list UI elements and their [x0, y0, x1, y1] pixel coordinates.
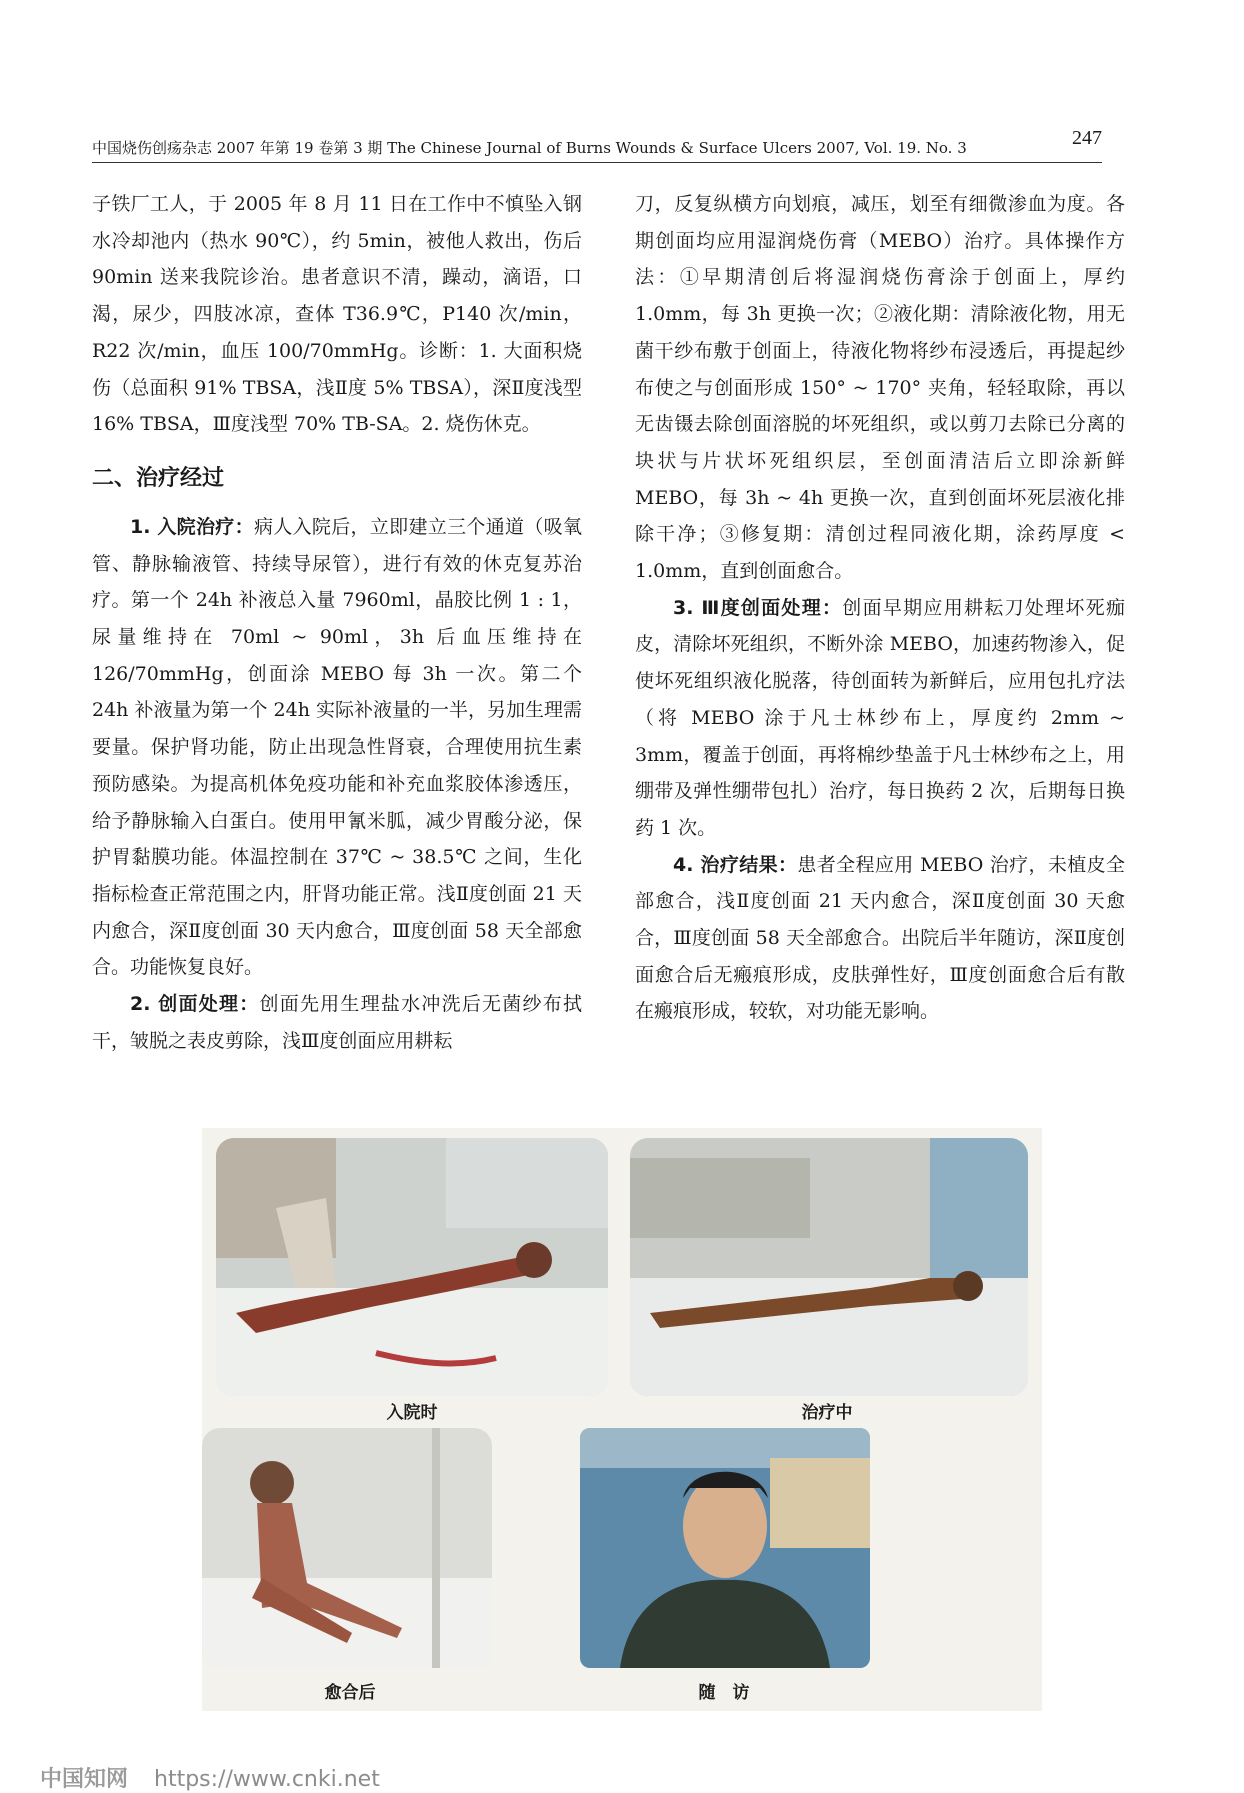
- admission-text: 病人入院后，立即建立三个通道（吸氧管、静脉输液管、持续导尿管），进行有效的休克复苏治疗。第一个 24h 补液总入量 7960ml，晶胶比例 1 : 1，尿量维持在 70ml ~ 90ml，3h 后血压维持在 126/70mmHg，创面涂 MEBO 每 3h 一次。第二个 24h 补液量为第一个 24h 实际补液量的一半，另加生理需要量。保护肾功能，防止出现急性肾衰，合理使用抗生素预防感染。为提高机体免疫功能和补充血浆胶体渗透压，给予静脉输入白蛋白。使用甲氰米胍，减少胃酸分泌，保护胃黏膜功能。体温控制在 37℃ ~ 38.5℃ 之间，生化指标检查正常范围之内，肝肾功能正常。浅Ⅱ度创面 21 天内愈合，深Ⅱ度创面 30 天内愈合，Ⅲ度创面 58 天全部愈合。功能恢复良好。: [92, 515, 582, 979]
- photo-admission: [216, 1138, 608, 1396]
- section-heading: 二、治疗经过: [92, 465, 225, 491]
- result-text: 患者全程应用 MEBO 治疗，未植皮全部愈合，浅Ⅱ度创面 21 天内愈合，深Ⅱ度创面 30 天愈合，Ⅲ度创面 58 天全部愈合。出院后半年随访，深Ⅱ度创面愈合后无瘢痕形成，皮肤弹性好，Ⅲ度创面愈合后有散在瘢痕形成，较软，对功能无影响。: [635, 853, 1126, 1023]
- photo-healed: [202, 1428, 492, 1668]
- caption-followup: 随 访: [698, 1683, 750, 1703]
- photo-figure: [202, 1128, 1042, 1711]
- running-title: 中国烧伤创疡杂志 2007 年第 19 卷第 3 期 The Chinese Journal of Burns Wounds & Surface Ulcers 2007, Vol. 19. No. 3: [92, 139, 967, 157]
- footer-brand: 中国知网: [40, 1767, 129, 1792]
- wound-label: 2. 创面处理：: [130, 993, 260, 1016]
- wound-continued-paragraph: 刀，反复纵横方向划痕，减压，划至有细微渗血为度。各期创面均应用湿润烧伤膏（MEBO）治疗。具体操作方法：①早期清创后将湿润烧伤膏涂于创面上，厚约 1.0mm，每 3h 更换一次；②液化期：清除液化物，用无菌干纱布敷于创面上，待液化物将纱布浸透后，再提起纱布使之与创面形成 150° ~ 170° 夹角，轻轻取除，再以无齿镊去除创面溶脱的坏死组织，或以剪刀去除已分离的块状与片状坏死组织层，至创面清洁后立即涂新鲜 MEBO，每 3h ~ 4h 更换一次，直到创面坏死层液化排除干净；③修复期：清创过程同液化期，涂药厚度 < 1.0mm，直到创面愈合。: [635, 193, 1125, 583]
- footer-watermark: [40, 1762, 380, 1793]
- page-number: 247: [1072, 127, 1102, 149]
- caption-treatment: 治疗中: [801, 1403, 853, 1423]
- caption-healed: 愈合后: [324, 1683, 376, 1703]
- left-column: [92, 186, 582, 1059]
- right-column: [635, 186, 1125, 1030]
- admission-label: 1. 入院治疗：: [130, 515, 254, 538]
- third-degree-paragraph: [635, 590, 1125, 847]
- photo-followup: [580, 1428, 870, 1668]
- caption-admission: 入院时: [386, 1403, 438, 1423]
- header-rule: [92, 162, 1102, 163]
- third-degree-text: 创面早期应用耕耘刀处理坏死痂皮，清除坏死组织，不断外涂 MEBO，加速药物渗入，促使坏死组织液化脱落，待创面转为新鲜后，应用包扎疗法（将 MEBO 涂于凡士林纱布上，厚度约 2mm ~ 3mm，覆盖于创面，再将棉纱垫盖于凡士林纱布之上，用绷带及弹性绷带包扎）治疗，每日换药 2 次，后期每日换药 1 次。: [635, 596, 1125, 839]
- third-degree-label: 3. Ⅲ度创面处理：: [673, 596, 843, 619]
- wound-paragraph: [92, 986, 582, 1059]
- case-paragraph: 子铁厂工人，于 2005 年 8 月 11 日在工作中不慎坠入钢水冷却池内（热水 90℃），约 5min，被他人救出，伤后 90min 送来我院诊治。患者意识不清，躁动，滴语，口渴，尿少，四肢冰凉，查体 T36.9℃，P140 次/min，R22 次/min，血压 100/70mmHg。诊断：1. 大面积烧伤（总面积 91% TBSA，浅Ⅱ度 5% TBSA），深Ⅱ度浅型 16% TBSA，Ⅲ度浅型 70% TB-SA。2. 烧伤休克。: [92, 193, 582, 436]
- result-label: 4. 治疗结果：: [673, 853, 798, 876]
- footer-url[interactable]: https://www.cnki.net: [154, 1767, 380, 1792]
- photo-healed-image: [202, 1428, 492, 1668]
- admission-paragraph: [92, 509, 582, 986]
- photo-admission-image: [216, 1138, 608, 1396]
- wound-text: 创面先用生理盐水冲洗后无菌纱布拭干，皱脱之表皮剪除，浅Ⅲ度创面应用耕耘: [92, 993, 582, 1052]
- photo-followup-image: [580, 1428, 870, 1668]
- photo-treatment-image: [630, 1138, 1028, 1396]
- photo-treatment: [630, 1138, 1028, 1396]
- running-header: [92, 127, 1102, 158]
- result-paragraph: [635, 847, 1125, 1031]
